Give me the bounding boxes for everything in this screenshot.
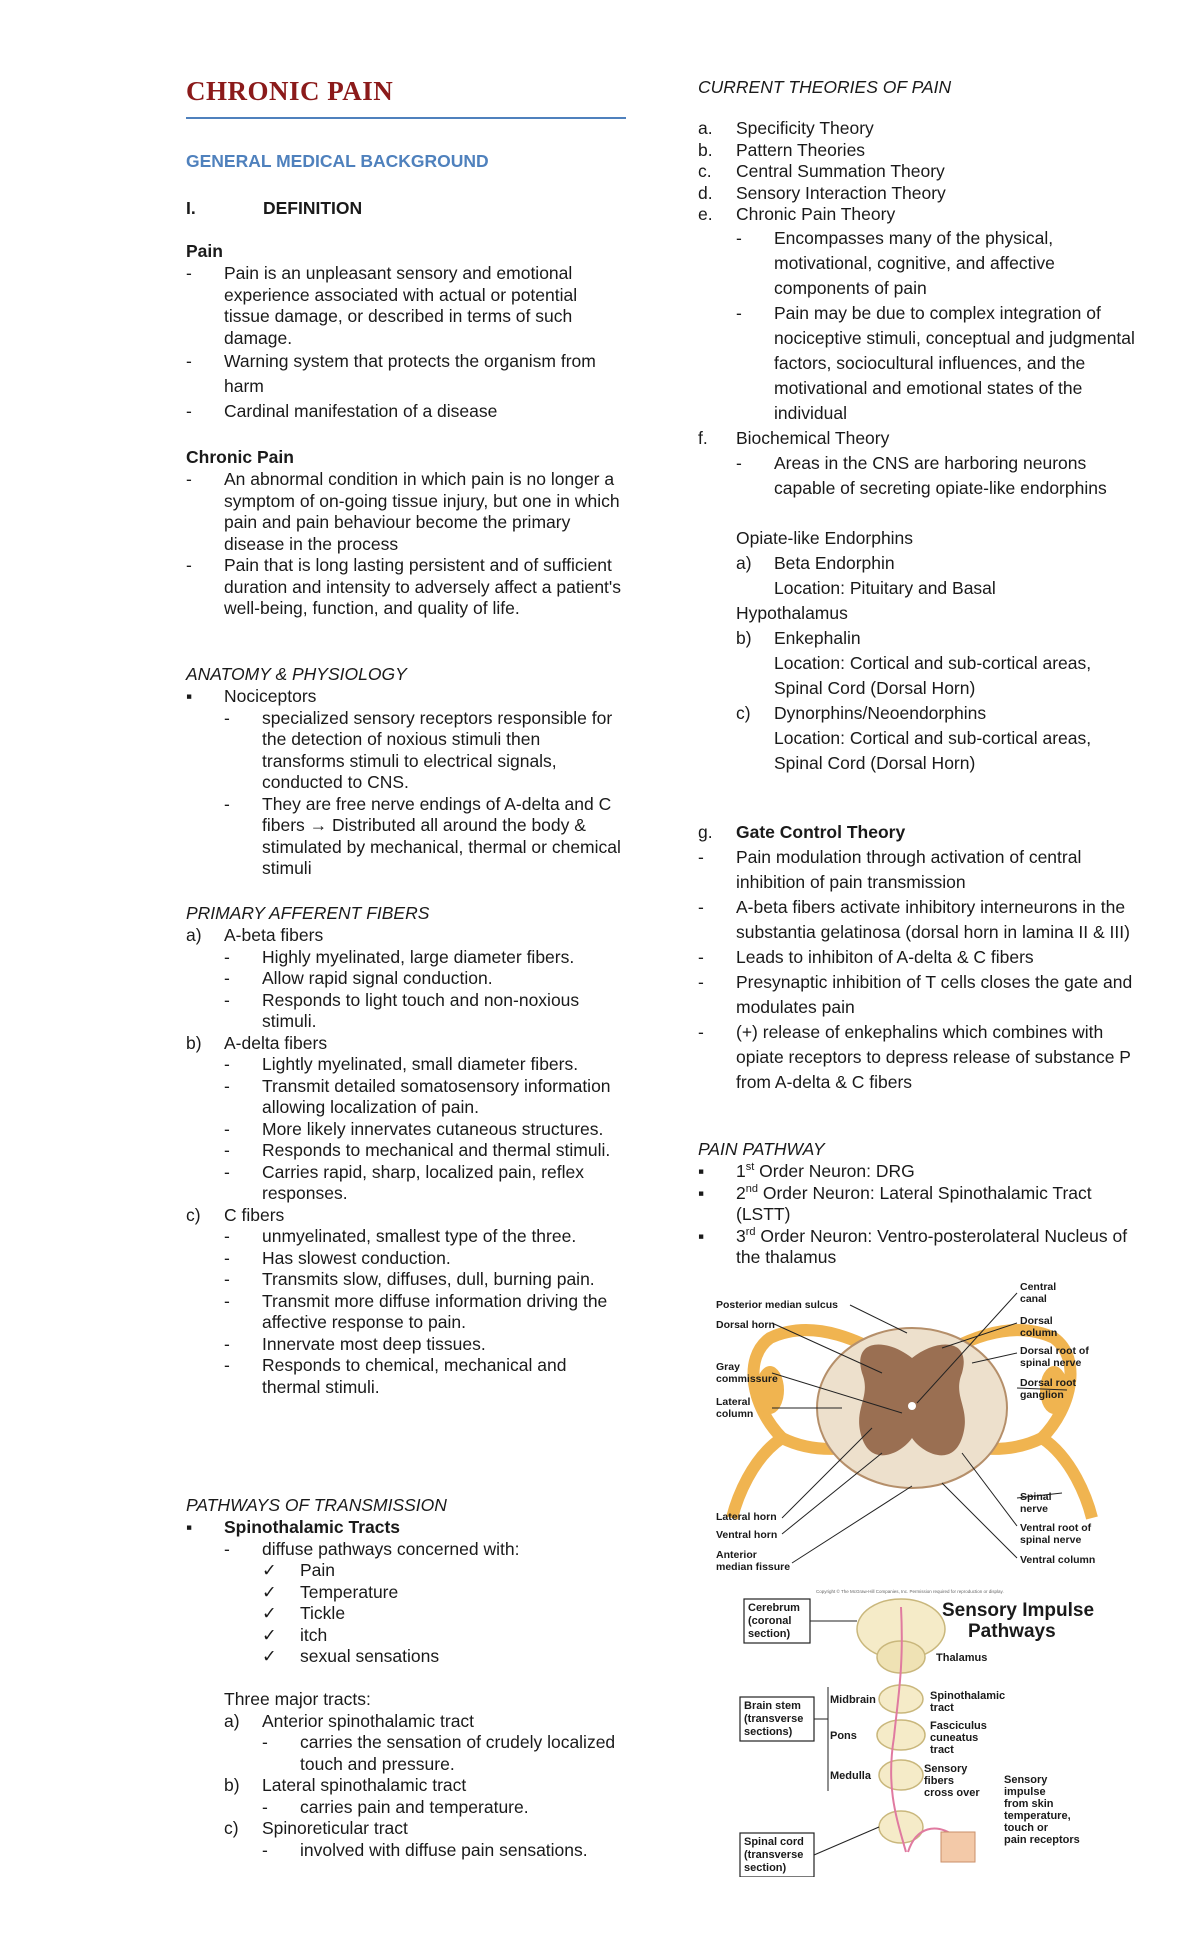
label-lateral-horn: Lateral horn [716, 1511, 777, 1523]
sensory-pathways-diagram [736, 1587, 1116, 1877]
label-ventral-horn: Ventral horn [716, 1529, 778, 1541]
label-dorsal-column: column [1020, 1327, 1058, 1339]
definition-label: DEFINITION [263, 198, 363, 218]
section-heading: GENERAL MEDICAL BACKGROUND [186, 151, 489, 171]
spinal-cord-diagram [712, 1278, 1112, 1580]
check-item: ✓ itch [262, 1624, 328, 1645]
afferent-list: a) A-beta fibers - Highly myelinated, large diameter fibers. - Allow rapid signal conduction. - Responds to light touch and non-noxious stimuli. b) A-delta fibers - Lightly myelinated, small diameter fibers. - Transmit detailed somatosensory information allowing localization of pain. - More likely innervates cutaneous structures. - Responds to mechanical and thermal stimuli. - Carries rapid, sharp, localized pain, reflex responses. c) C fibers - unmyelinated, smallest type of the three. - Has slowest conduction. - Transmits slow, diffuses, dull, burning pain. - Transmit more diffuse information driving the affective response to pain. - Innervate most deep tissues. - Responds to chemical, mechanical and thermal stimuli. [186, 925, 626, 1398]
list-item: b. Pattern Theories [698, 139, 866, 160]
gate-control-list: g. Gate Control Theory - Pain modulation through activation of central inhibition of pain transmission - A-beta fibers activate inhibitory interneurons in the substantia gelatinosa (dorsal horn in lamina II & III) - Leads to inhibiton of A-delta & C fibers - Presynaptic inhibition of T cells closes the gate and modulates pain - (+) release of enkephalins which combines with opiate receptors to depress release of substance P from A-delta & C fibers [698, 820, 1148, 1095]
brainstem-label: Brain stem [744, 1700, 801, 1712]
pain-heading: Pain [186, 241, 223, 261]
brainstem-label-2: (transverse [744, 1713, 804, 1725]
pain-pathway-list [698, 1161, 1148, 1269]
impulse-label: Sensory [1004, 1774, 1048, 1786]
theories-heading: CURRENT THEORIES OF PAIN [698, 77, 952, 97]
check-item: ✓ Pain [262, 1560, 336, 1580]
spinothalamic-label-2: tract [930, 1702, 954, 1714]
list-item: ▪ Spinothalamic Tracts [186, 1517, 401, 1537]
list-item: f. Biochemical Theory [698, 427, 890, 448]
impulse-label-5: touch or [1004, 1822, 1048, 1834]
impulse-label-3: from skin [1004, 1798, 1054, 1810]
central-canal [908, 1402, 916, 1410]
crossover-label-2: fibers [924, 1775, 954, 1787]
page-title: CHRONIC PAIN [186, 76, 394, 106]
list-item: g. Gate Control Theory [698, 822, 906, 842]
label-nerve: nerve [1020, 1503, 1049, 1515]
checkmark-icon: ✓ [262, 1624, 277, 1645]
impulse-label-6: pain receptors [1004, 1834, 1080, 1846]
list-item: a. Specificity Theory [698, 118, 874, 138]
crossover-label: Sensory [924, 1763, 968, 1775]
midbrain-label: Midbrain [830, 1694, 876, 1706]
label-ventral-root-of: Ventral root of [1020, 1522, 1092, 1534]
label-central: Central [1020, 1281, 1057, 1293]
medulla-label: Medulla [830, 1770, 871, 1782]
fasciculus-label: Fasciculus [930, 1720, 987, 1732]
list-item: a) A-beta fibers [186, 925, 324, 945]
list-item: - Pain that is long lasting persistent and of sufficient duration and intensity to adversely affect a patient's well-being, function, and quality of life. [186, 555, 622, 618]
list-item: - Pain is an unpleasant sensory and emotional experience associated with actual or potential tissue damage, or described in terms of such damage. [186, 263, 578, 348]
definition-heading [186, 198, 626, 220]
afferent-heading: PRIMARY AFFERENT FIBERS [186, 903, 430, 923]
spinal-cord-label: Spinal cord [744, 1836, 804, 1848]
anatomy-heading: ANATOMY & PHYSIOLOGY [186, 664, 407, 684]
list-item: ▪ 3rd Order Neuron: Ventro-posterolateral Nucleus of the thalamus [698, 1225, 1128, 1267]
pain-pathway-heading: PAIN PATHWAY [698, 1139, 825, 1159]
anatomy-list [186, 686, 626, 880]
fasciculus-label-3: tract [930, 1744, 954, 1756]
label-dorsal: Dorsal [1020, 1315, 1053, 1327]
list-item: c) Dynorphins/Neoendorphins [736, 702, 987, 723]
label-median-fissure: median fissure [716, 1561, 791, 1573]
chronic-pain-heading: Chronic Pain [186, 447, 294, 467]
list-item: - They are free nerve endings of A-delta and C fibers → Distributed all around the body & stimulated by mechanical, thermal or chemical stimuli [224, 793, 621, 878]
definition-numeral: I. [186, 198, 196, 218]
spinal-cord-label-2: (transverse [744, 1849, 804, 1861]
theories-list: a. Specificity Theory b. Pattern Theories c. Central Summation Theory d. Sensory Interaction Theory e. Chronic Pain Theory - Encompasses many of the physical, motivational, cognitive, and affective components of pain - Pain may be due to complex integration of nociceptive stimuli, conceptual and judgmental factors, sociocultural influences, and the motivational and emotional states of the individual f. Biochemical Theory - Areas in the CNS are harboring neurons capable of secreting opiate-like endorphins Opiate-like Endorphins a) Beta Endorphin Location: Pituitary and Basal Hypothalamus b) Enkephalin Location: Cortical and sub-cortical areas, Spinal Cord (Dorsal Horn) c) Dynorphins/Neoendorphins Location: Cortical and sub-cortical areas, Spinal Cord (Dorsal Horn) [698, 118, 1148, 776]
label-ventral-column: Ventral column [1020, 1554, 1096, 1566]
title-divider [186, 117, 626, 119]
cerebrum-label: Cerebrum [748, 1602, 800, 1614]
label-dorsal-root-of: Dorsal root of [1020, 1345, 1089, 1357]
list-item: a) Beta Endorphin [736, 552, 895, 573]
list-item: d. Sensory Interaction Theory [698, 182, 946, 203]
crossover-label-3: cross over [924, 1787, 980, 1799]
list-item: ▪ Nociceptors [186, 686, 317, 706]
pons-label: Pons [830, 1730, 857, 1742]
label-spinal-nerve-2: spinal nerve [1020, 1534, 1082, 1546]
label-column: column [716, 1408, 754, 1420]
list-item: c. Central Summation Theory [698, 161, 945, 181]
list-item: a) Anterior spinothalamic tract [224, 1710, 475, 1731]
pain-list [186, 263, 626, 424]
medulla-section [879, 1760, 923, 1790]
brainstem-label-3: sections) [744, 1726, 793, 1738]
impulse-label-4: temperature, [1004, 1810, 1071, 1822]
check-item: ✓ sexual sensations [262, 1646, 440, 1666]
list-item: e. Chronic Pain Theory [698, 204, 896, 224]
list-item: c) C fibers [186, 1204, 285, 1225]
impulse-label-2: impulse [1004, 1786, 1046, 1798]
checkmark-icon: ✓ [262, 1646, 277, 1666]
label-commissure: commissure [716, 1373, 778, 1385]
list-item: c) Spinoreticular tract [224, 1818, 408, 1838]
checkmark-icon: ✓ [262, 1603, 277, 1623]
list-item: - specialized sensory receptors responsible for the detection of noxious stimuli then transforms stimuli to electrical signals, conducted to CNS. [224, 707, 613, 792]
checkmark-icon: ✓ [262, 1560, 277, 1580]
pons-section [877, 1720, 925, 1750]
fasciculus-label-2: cuneatus [930, 1732, 979, 1744]
list-item: ▪ 1st Order Neuron: DRG [698, 1161, 915, 1181]
spinothalamic-label: Spinothalamic [930, 1690, 1006, 1702]
check-item: ✓ Tickle [262, 1603, 346, 1623]
label-ganglion: ganglion [1020, 1389, 1064, 1401]
list-item: b) Enkephalin [736, 627, 861, 648]
figure-title-line2: Pathways [968, 1621, 1056, 1642]
label-posterior-median-sulcus: Posterior median sulcus [716, 1299, 838, 1311]
thalamus-label: Thalamus [936, 1652, 988, 1664]
midbrain-section [879, 1685, 923, 1713]
list-item: b) A-delta fibers [186, 1032, 328, 1053]
label-spinal-nerve-1: spinal nerve [1020, 1357, 1082, 1369]
label-anterior: Anterior [716, 1549, 757, 1561]
list-item: - Cardinal manifestation of a disease [186, 401, 498, 421]
label-lateral: Lateral [716, 1396, 751, 1408]
spinal-cord-section [879, 1811, 923, 1843]
checkmark-icon: ✓ [262, 1581, 277, 1602]
figure-title-line1: Sensory Impulse [942, 1600, 1095, 1621]
skin-patch [941, 1832, 975, 1862]
label-spinal: Spinal [1020, 1491, 1052, 1503]
list-item: - An abnormal condition in which pain is no longer a symptom of on-going tissue injury, but one in which pain and pain behaviour become the primary disease in the process [186, 469, 620, 554]
cerebrum-label-3: section) [748, 1628, 791, 1640]
chronic-pain-list [186, 469, 626, 620]
check-item: ✓ Temperature [262, 1581, 399, 1602]
copyright-note: Copyright © The McGraw-Hill Companies, Inc. Permission required for reproduction or display. [816, 1589, 1004, 1594]
label-dorsal-root: Dorsal root [1020, 1377, 1077, 1389]
label-dorsal-horn: Dorsal horn [716, 1319, 775, 1331]
list-item: ▪ 2nd Order Neuron: Lateral Spinothalamic Tract (LSTT) [698, 1182, 1092, 1224]
list-item: - Warning system that protects the organism from harm [186, 351, 596, 396]
transmission-heading: PATHWAYS OF TRANSMISSION [186, 1495, 447, 1515]
list-item: b) Lateral spinothalamic tract [224, 1775, 467, 1795]
cerebrum-label-2: (coronal [748, 1615, 792, 1627]
spinal-cord-label-3: section) [744, 1862, 787, 1874]
label-gray: Gray [716, 1361, 740, 1373]
transmission-list: ▪ Spinothalamic Tracts - diffuse pathways concerned with: ✓ Pain ✓ Temperature ✓ Tickle ✓ itch ✓ sexual sensations Three major tracts: a) Anterior spinothalamic tract - carries the sensation of crudely localized touch and pressure. b) Lateral spinothalamic tract - carries pain and temperature. c) Spinoreticular tract - involved with diffuse pain sensations. [186, 1517, 626, 1861]
label-canal: canal [1020, 1293, 1047, 1305]
